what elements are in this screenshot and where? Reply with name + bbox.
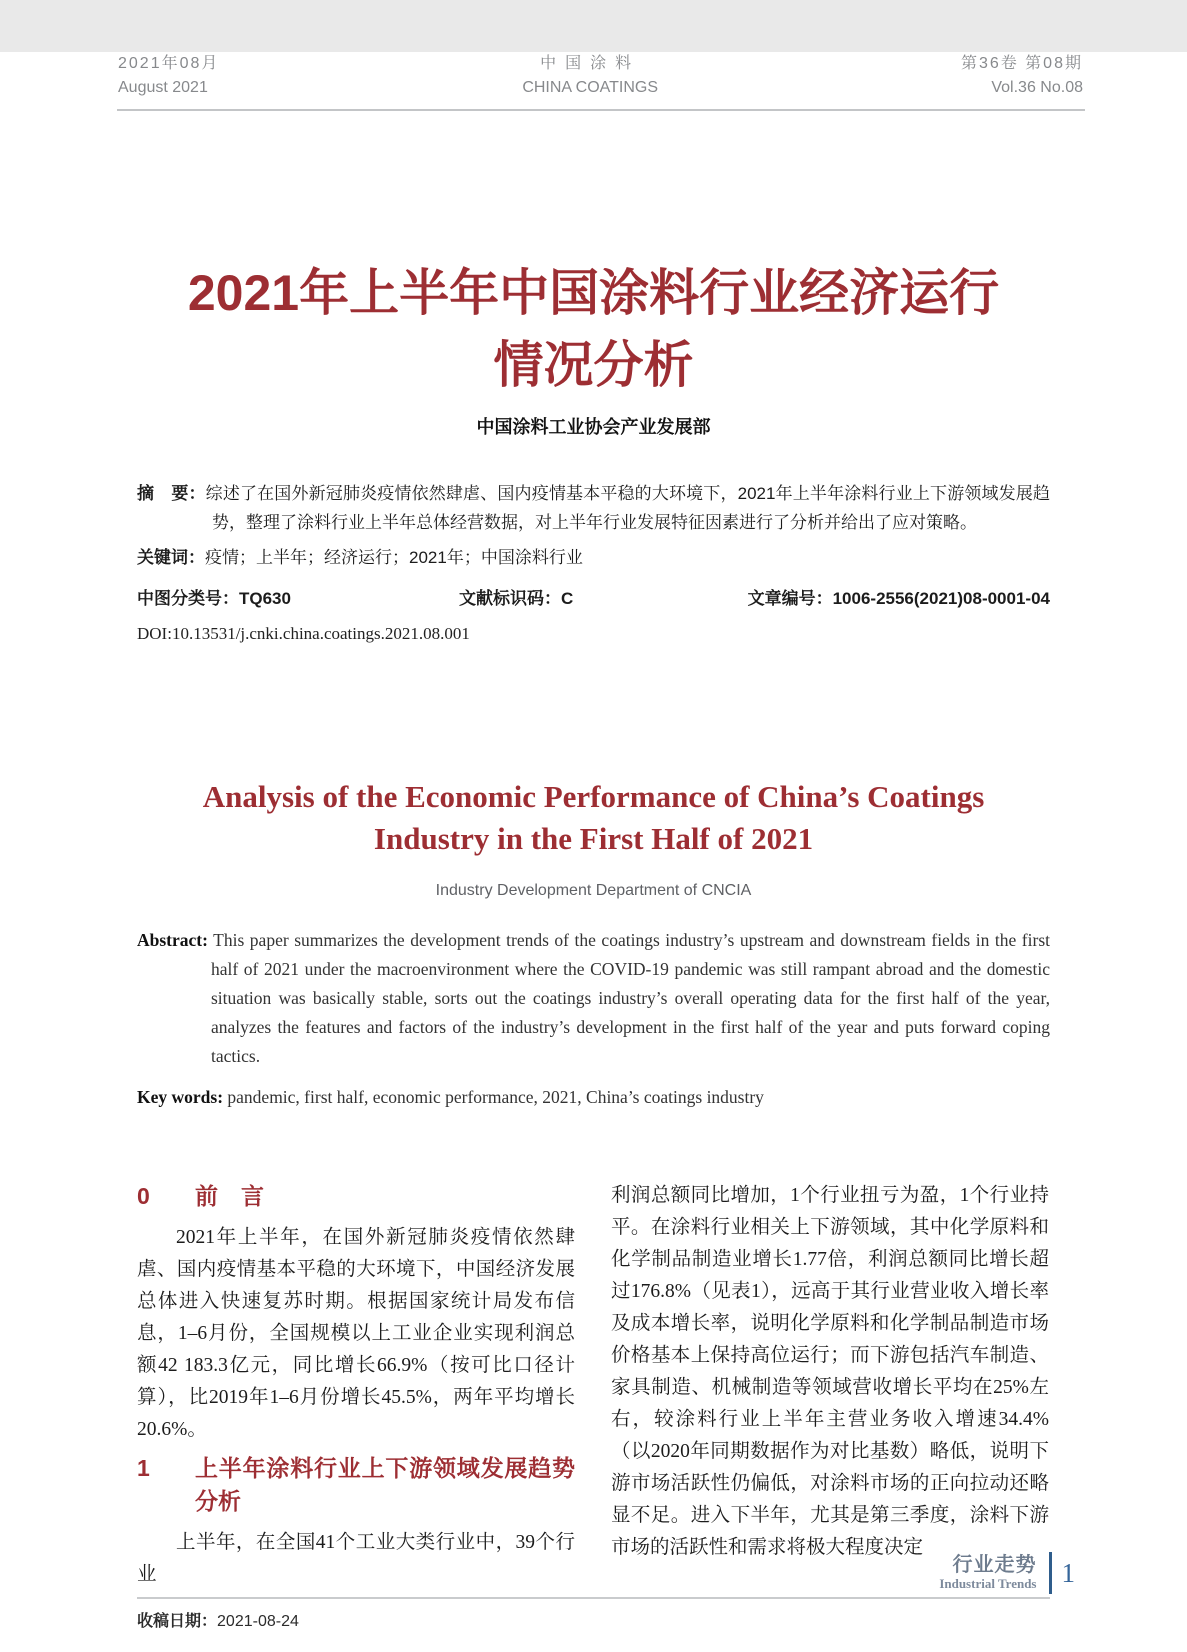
volume-issue-zh: 第36卷 第08期 [960, 55, 1083, 72]
masthead-volume-issue [961, 52, 1083, 100]
section-1-paragraph-start: 上半年，在全国41个工业大类行业中，39个行业 [137, 1532, 575, 1585]
chinese-meta-block [0, 479, 1187, 644]
article-title-zh-line1: 2021年上半年中国涂料行业经济运行 [187, 265, 1000, 321]
section-0-heading [137, 1180, 575, 1213]
abstract-zh [137, 479, 1050, 537]
issue-date-en: August 2021 [118, 79, 208, 96]
abstract-label-en: Abstract: [137, 930, 208, 950]
footer-section-label [939, 1554, 1036, 1592]
document-code-value: C [560, 589, 574, 608]
clc-number [137, 588, 291, 610]
keywords-label-zh: 关键词： [137, 548, 205, 567]
journal-name-en: CHINA COATINGS [522, 79, 659, 96]
footer-section-en: Industrial Trends [939, 1576, 1037, 1591]
journal-name-zh: 中国涂料 [540, 55, 641, 72]
section-0-paragraph: 2021年上半年，在国外新冠肺炎疫情依然肆虐、国内疫情基本平稳的大环境下，中国经济发展总体进入快速复苏时期。根据国家统计局发布信息，1–6月份，全国规模以上工业企业实现利润总额42 183.3亿元，同比增长66.9%（按可比口径计算），比2019年1–6月份增长45.5%，两年平均增长20.6%。 [137, 1227, 575, 1440]
clc-value: TQ630 [239, 589, 291, 608]
section-1-number: 1 [137, 1455, 150, 1481]
article-title-en-line2: Industry in the First Half of 2021 [373, 821, 814, 856]
footer-page-number: 1 [1061, 1557, 1075, 1588]
footer-divider-bar [1049, 1552, 1052, 1594]
received-date-divider [137, 1597, 1050, 1599]
right-column [611, 1180, 1049, 1591]
section-0-title: 前 言 [195, 1183, 264, 1209]
article-author-en: Industry Development Department of CNCIA [435, 882, 752, 899]
issue-date-zh: 2021年08月 [118, 55, 220, 72]
received-date [137, 1608, 1050, 1631]
article-id-value: 1006-2556(2021)08-0001-04 [832, 589, 1050, 608]
article-id-label: 文章编号： [747, 589, 833, 608]
received-date-label: 收稿日期： [137, 1613, 218, 1630]
article-title-en-line1: Analysis of the Economic Performance of China’s Coatings [202, 779, 985, 814]
english-meta-block [0, 926, 1187, 1112]
abstract-text-en: This paper summarizes the development trends of the coatings industry’s upstream and downstream fields in the first half of 2021 under the macroenvironment where the COVID-19 pandemic was still rampant abroad and the domestic situation was basically stable, sorts out the coatings industry’s overall operating data for the first half of the year, analyzes the features and factors of the industry’s development in the first half of the year and puts forward coping tactics. [211, 930, 1050, 1066]
volume-issue-en: Vol.36 No.08 [991, 79, 1083, 96]
doi: DOI:10.13531/j.cnki.china.coatings.2021.08.001 [137, 624, 470, 643]
article-title-zh [0, 257, 1187, 401]
masthead-journal-name [522, 52, 658, 100]
page-footer [939, 1552, 1075, 1594]
keywords-zh [137, 543, 1050, 572]
footer-section-zh: 行业走势 [952, 1554, 1037, 1576]
abstract-label-zh: 摘 要： [137, 484, 206, 503]
masthead-issue-date [118, 52, 219, 100]
left-column [137, 1180, 575, 1591]
classification-row [137, 588, 1050, 610]
article-title-zh-line2: 情况分析 [493, 337, 694, 393]
document-code [459, 588, 573, 610]
keywords-en [137, 1083, 1050, 1112]
received-date-value: 2021-08-24 [217, 1613, 299, 1630]
document-code-label: 文献标识码： [458, 589, 561, 608]
section-1-title: 上半年涂料行业上下游领域发展趋势分析 [195, 1455, 575, 1514]
article-author-zh: 中国涂料工业协会产业发展部 [476, 417, 711, 437]
section-1-heading [137, 1452, 575, 1518]
keywords-text-zh: 疫情；上半年；经济运行；2021年；中国涂料行业 [205, 548, 583, 567]
keywords-label-en: Key words: [137, 1087, 224, 1107]
journal-article-page [0, 52, 1187, 1652]
masthead-divider [117, 109, 1085, 111]
article-title-en [0, 776, 1187, 860]
right-column-paragraph: 利润总额同比增加，1个行业扭亏为盈，1个行业持平。在涂料行业相关上下游领域，其中化学原料和化学制品制造业增长1.77倍，利润总额同比增长超过176.8%（见表1），远高于其行业营业收入增长率及成本增长率，说明化学原料和化学制品制造市场价格基本上保持高位运行；而下游包括汽车制造、家具制造、机械制造等领域营收增长平均在25%左右，较涂料行业上半年主营业务收入增速34.4%（以2020年同期数据作为对比基数）略低，说明下游市场活跃性仍偏低，对涂料市场的正向拉动还略显不足。进入下半年，尤其是第三季度，涂料下游市场的活跃性和需求将极大程度决定 [611, 1185, 1049, 1558]
journal-masthead [0, 52, 1187, 100]
section-0-number: 0 [137, 1183, 150, 1209]
clc-label: 中图分类号： [137, 589, 239, 608]
article-body [0, 1180, 1187, 1591]
keywords-text-en: pandemic, first half, economic performance, 2021, China’s coatings industry [227, 1087, 764, 1107]
abstract-en [137, 926, 1050, 1071]
abstract-text-zh: 综述了在国外新冠肺炎疫情依然肆虐、国内疫情基本平稳的大环境下，2021年上半年涂料行业上下游领域发展趋势，整理了涂料行业上半年总体经营数据，对上半年行业发展特征因素进行了分析并给出了应对策略。 [205, 484, 1051, 532]
article-id [748, 588, 1050, 610]
